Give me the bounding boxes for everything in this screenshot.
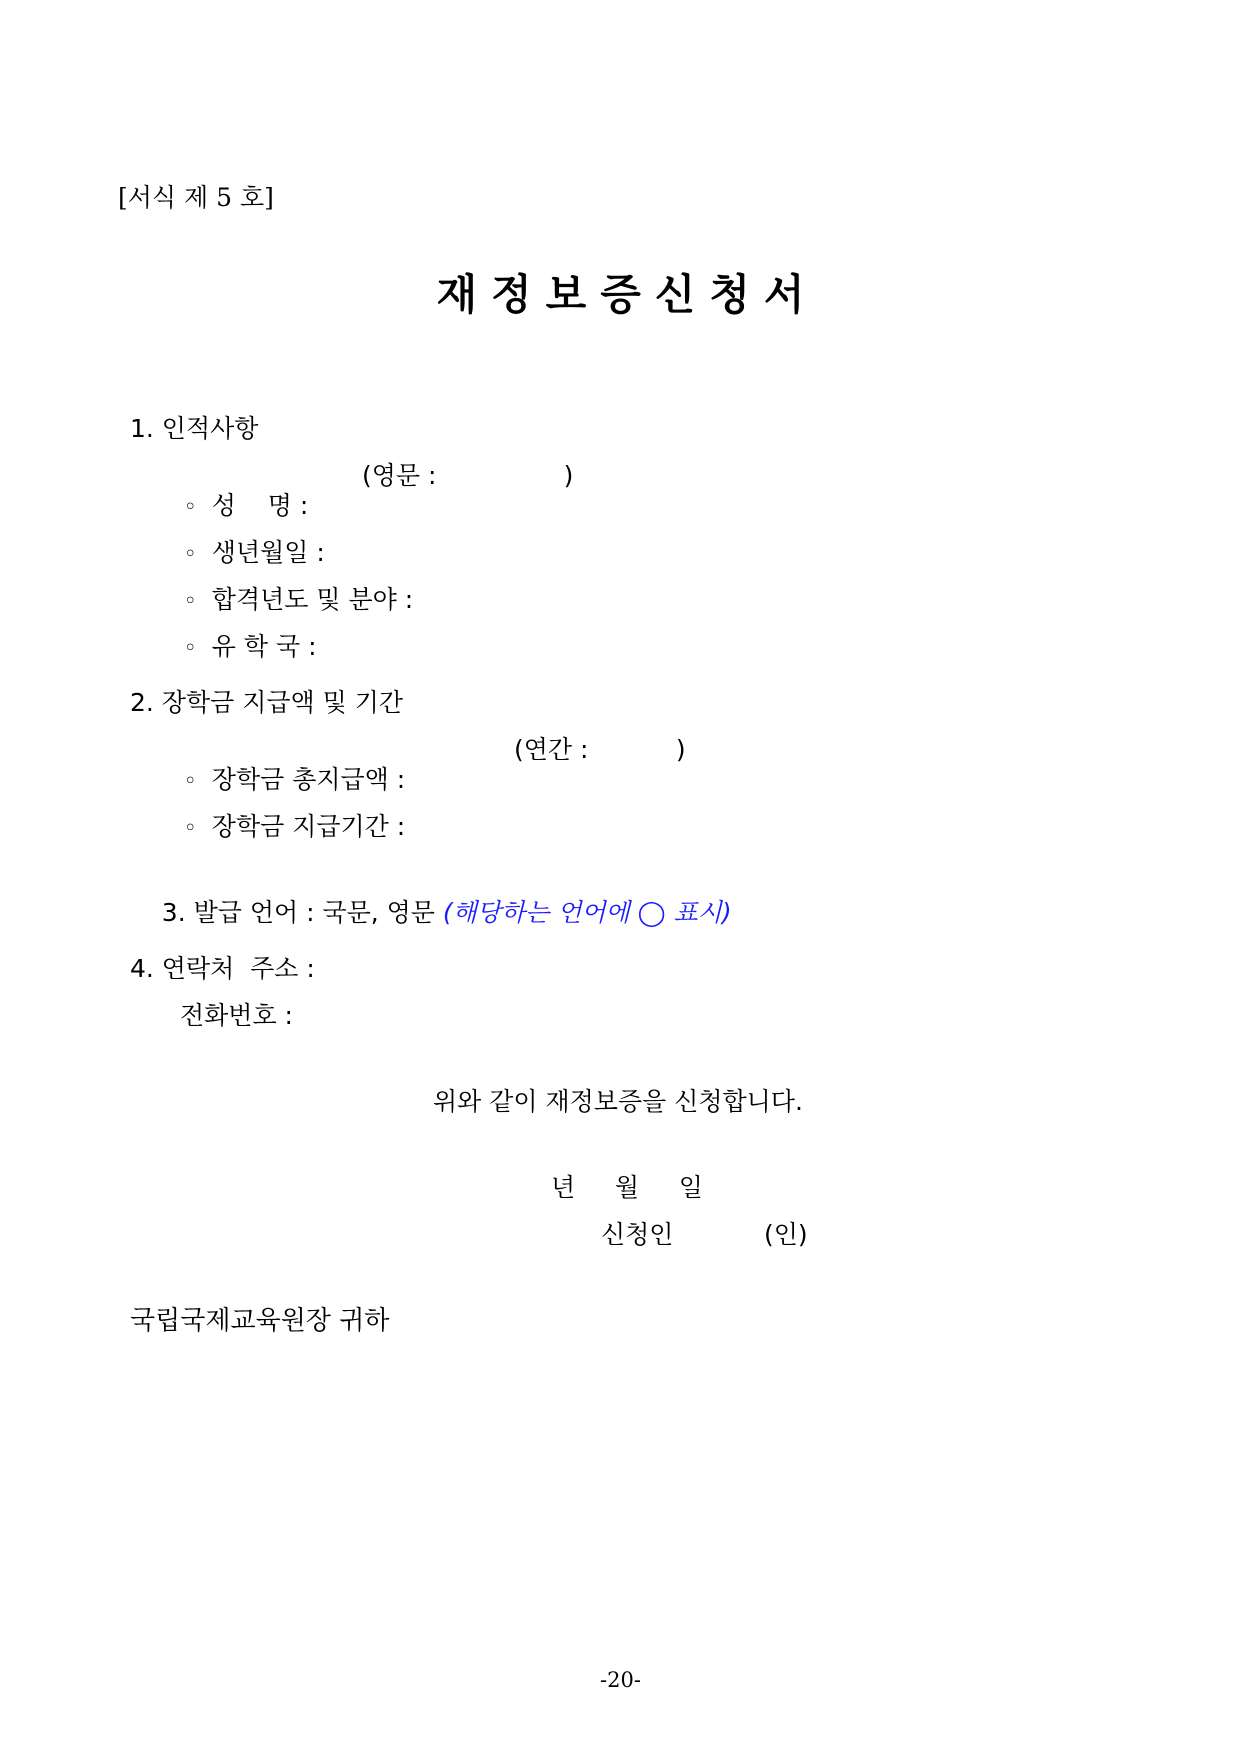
date-line: 년 월 일	[551, 1173, 703, 1202]
addressee: 국립국제교육원장 귀하	[130, 1306, 390, 1336]
pass-label: 합격년도 및 분야 :	[211, 585, 414, 614]
section-language	[130, 868, 732, 958]
bullet-icon: ◦	[183, 769, 197, 794]
bullet-icon: ◦	[183, 589, 197, 614]
section-scholarship-heading: 2. 장학금 지급액 및 기간	[130, 688, 403, 717]
period-label: 장학금 지급기간 :	[211, 812, 406, 841]
page-number: -20-	[600, 1668, 641, 1692]
declaration-text: 위와 같이 재정보증을 신청합니다.	[433, 1087, 803, 1116]
period-row	[152, 782, 405, 874]
birth-label: 생년월일 :	[211, 538, 325, 567]
applicant-seal: (인)	[764, 1220, 808, 1249]
applicant-label: 신청인	[601, 1220, 674, 1249]
country-row	[152, 602, 317, 694]
document-title: 재정보증신청서	[436, 270, 819, 319]
total-label: 장학금 총지급액 :	[211, 765, 406, 794]
name-english-label: (영문 : )	[362, 461, 574, 490]
country-label: 유 학 국 :	[211, 632, 317, 661]
language-note: (해당하는 언어에 ◯ 표시)	[442, 898, 732, 927]
section-personal-heading: 1. 인적사항	[130, 414, 259, 443]
bullet-icon: ◦	[183, 495, 197, 520]
annual-label: (연간 : )	[514, 735, 686, 764]
name-label: 성 명 :	[211, 491, 309, 520]
bullet-icon: ◦	[183, 542, 197, 567]
language-heading: 3. 발급 언어 : 국문, 영문	[161, 898, 443, 927]
section-contact-heading: 4. 연락처 주소 :	[130, 954, 315, 983]
bullet-icon: ◦	[183, 636, 197, 661]
phone-label: 전화번호 :	[180, 1001, 293, 1030]
form-number: [서식 제 5 호]	[118, 183, 274, 212]
bullet-icon: ◦	[183, 816, 197, 841]
